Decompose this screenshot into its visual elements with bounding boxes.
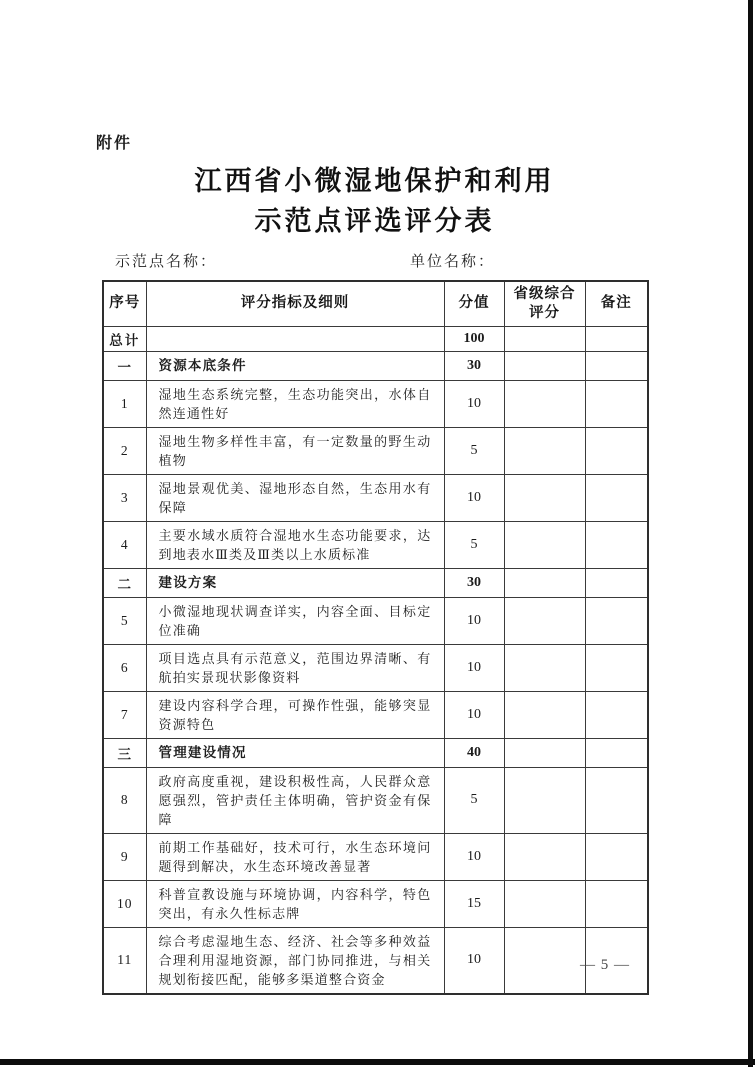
cell-no: 9 <box>103 833 146 880</box>
cell-criteria: 资源本底条件 <box>146 351 444 380</box>
cell-no: 5 <box>103 597 146 644</box>
cell-remark <box>585 691 648 738</box>
cell-criteria: 项目选点具有示范意义，范围边界清晰、有航拍实景现状影像资料 <box>146 644 444 691</box>
table-row <box>103 597 648 644</box>
cell-score: 15 <box>444 880 504 927</box>
cell-no: 11 <box>103 927 146 994</box>
cell-no: 一 <box>103 351 146 380</box>
cell-criteria: 政府高度重视，建设积极性高，人民群众意愿强烈，管护责任主体明确，管护资金有保障 <box>146 767 444 833</box>
table-row <box>103 767 648 833</box>
cell-provincial-score <box>504 521 585 568</box>
cell-score: 10 <box>444 833 504 880</box>
cell-no: 10 <box>103 880 146 927</box>
cell-provincial-score <box>504 427 585 474</box>
score-table-body <box>103 326 648 994</box>
cell-criteria: 小微湿地现状调查详实，内容全面、目标定位准确 <box>146 597 444 644</box>
cell-score: 10 <box>444 644 504 691</box>
cell-score: 30 <box>444 568 504 597</box>
cell-remark <box>585 767 648 833</box>
cell-criteria: 主要水域水质符合湿地水生态功能要求，达到地表水Ⅲ类及Ⅲ类以上水质标准 <box>146 521 444 568</box>
cell-provincial-score <box>504 351 585 380</box>
table-row <box>103 474 648 521</box>
cell-score: 10 <box>444 691 504 738</box>
cell-criteria: 建设方案 <box>146 568 444 597</box>
cell-provincial-score <box>504 691 585 738</box>
cell-criteria: 科普宣教设施与环境协调，内容科学，特色突出，有永久性标志牌 <box>146 880 444 927</box>
cell-criteria: 管理建设情况 <box>146 738 444 767</box>
score-table-container <box>102 280 647 995</box>
cell-criteria <box>146 326 444 351</box>
cell-provincial-score <box>504 474 585 521</box>
cell-criteria: 湿地景观优美、湿地形态自然，生态用水有保障 <box>146 474 444 521</box>
cell-score: 5 <box>444 521 504 568</box>
cell-score: 10 <box>444 597 504 644</box>
scan-artifact-right-edge <box>748 0 753 1067</box>
cell-score: 5 <box>444 427 504 474</box>
table-row <box>103 351 648 380</box>
cell-score: 10 <box>444 927 504 994</box>
page-number: — 5 — <box>580 957 630 973</box>
score-table <box>102 280 649 995</box>
cell-no: 2 <box>103 427 146 474</box>
cell-no: 3 <box>103 474 146 521</box>
cell-no: 7 <box>103 691 146 738</box>
cell-score: 100 <box>444 326 504 351</box>
cell-score: 10 <box>444 380 504 427</box>
cell-criteria: 湿地生物多样性丰富，有一定数量的野生动植物 <box>146 427 444 474</box>
cell-provincial-score <box>504 568 585 597</box>
table-row <box>103 427 648 474</box>
table-row <box>103 691 648 738</box>
cell-remark <box>585 474 648 521</box>
col-header-score: 分值 <box>444 281 504 326</box>
cell-remark <box>585 351 648 380</box>
cell-no: 4 <box>103 521 146 568</box>
table-row <box>103 380 648 427</box>
cell-score: 5 <box>444 767 504 833</box>
title-line-1: 江西省小微湿地保护和利用 <box>194 166 555 197</box>
table-row <box>103 521 648 568</box>
table-row <box>103 880 648 927</box>
cell-no: 三 <box>103 738 146 767</box>
cell-no: 6 <box>103 644 146 691</box>
cell-remark <box>585 597 648 644</box>
scan-artifact-bottom-edge <box>0 1059 755 1065</box>
cell-remark <box>585 833 648 880</box>
name-labels-row <box>0 250 755 272</box>
cell-remark <box>585 644 648 691</box>
cell-remark <box>585 380 648 427</box>
table-row <box>103 568 648 597</box>
col-header-no: 序号 <box>103 281 146 326</box>
table-row <box>103 326 648 351</box>
cell-provincial-score <box>504 738 585 767</box>
cell-no: 总计 <box>103 326 146 351</box>
cell-no: 二 <box>103 568 146 597</box>
unit-name-label: 单位名称： <box>410 254 496 270</box>
cell-provincial-score <box>504 326 585 351</box>
cell-criteria: 建设内容科学合理，可操作性强，能够突显资源特色 <box>146 691 444 738</box>
table-row <box>103 644 648 691</box>
cell-remark <box>585 568 648 597</box>
table-row <box>103 738 648 767</box>
site-name-label: 示范点名称： <box>115 254 218 270</box>
cell-remark <box>585 427 648 474</box>
table-header-row <box>103 281 648 326</box>
cell-criteria: 前期工作基础好，技术可行，水生态环境问题得到解决，水生态环境改善显著 <box>146 833 444 880</box>
cell-provincial-score <box>504 880 585 927</box>
cell-provincial-score <box>504 767 585 833</box>
cell-remark <box>585 326 648 351</box>
document-title <box>102 162 647 242</box>
cell-remark <box>585 521 648 568</box>
cell-provincial-score <box>504 597 585 644</box>
cell-score: 40 <box>444 738 504 767</box>
cell-score: 10 <box>444 474 504 521</box>
table-row <box>103 833 648 880</box>
cell-score: 30 <box>444 351 504 380</box>
cell-no: 1 <box>103 380 146 427</box>
cell-provincial-score <box>504 833 585 880</box>
col-header-provincial-score: 省级综合评分 <box>504 281 585 326</box>
cell-provincial-score <box>504 644 585 691</box>
title-line-2: 示范点评选评分表 <box>254 206 495 237</box>
cell-remark <box>585 738 648 767</box>
col-header-criteria: 评分指标及细则 <box>146 281 444 326</box>
cell-criteria: 湿地生态系统完整，生态功能突出，水体自然连通性好 <box>146 380 444 427</box>
col-header-remark: 备注 <box>585 281 648 326</box>
cell-criteria: 综合考虑湿地生态、经济、社会等多种效益合理利用湿地资源，部门协同推进，与相关规划衔接匹配，能够多渠道整合资金 <box>146 927 444 994</box>
cell-provincial-score <box>504 380 585 427</box>
cell-no: 8 <box>103 767 146 833</box>
cell-remark <box>585 880 648 927</box>
attachment-label: 附件 <box>96 133 133 152</box>
